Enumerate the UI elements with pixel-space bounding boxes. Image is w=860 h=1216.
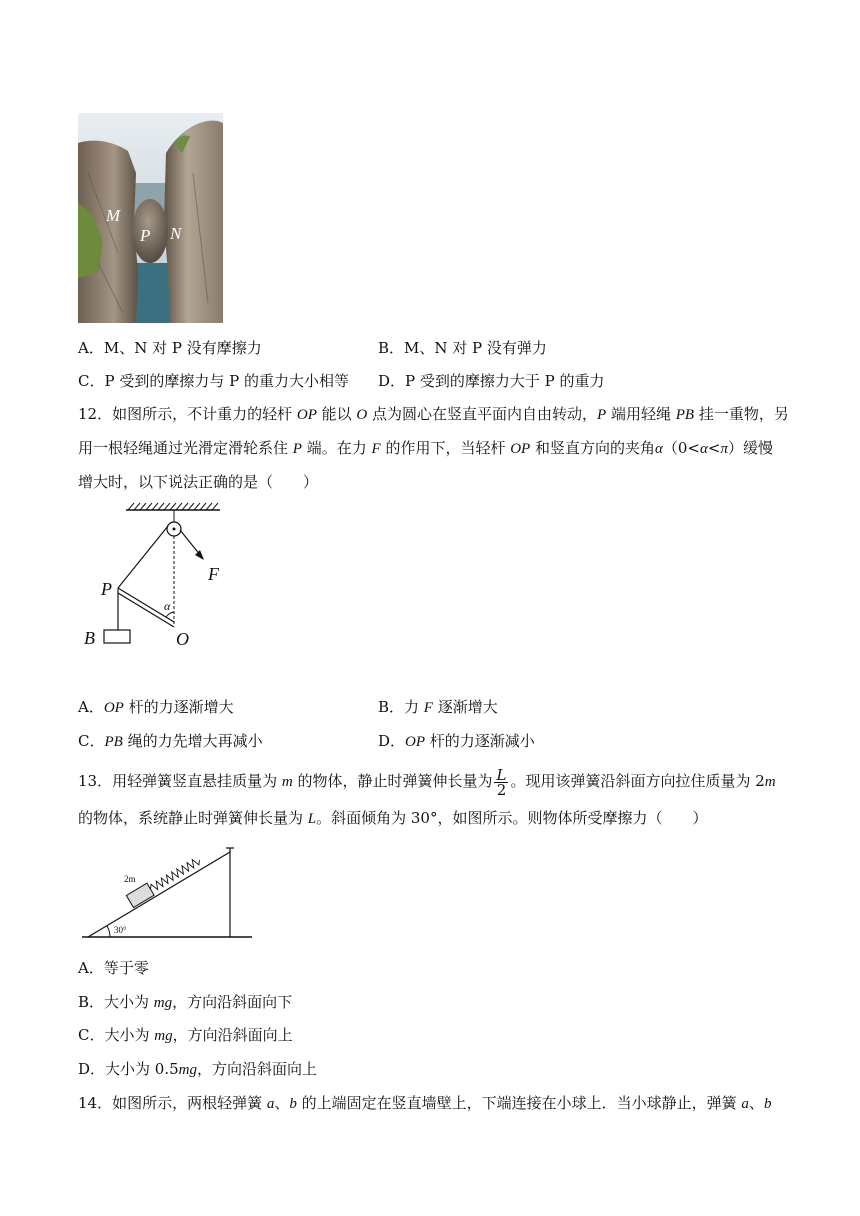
label-n: N — [170, 224, 182, 243]
q12-stem-line-2: 用一根轻绳通过光滑定滑轮系住 P 端。在力 F 的作用下，当轻杆 OP 和竖直方向的夹角α（0<α<π）缓慢 — [78, 439, 773, 457]
q11-option-d[interactable]: D．P 受到的摩擦力大于 P 的重力 — [378, 372, 605, 390]
q13-figure — [80, 840, 255, 945]
q13-option-c[interactable]: C．大小为 mg，方向沿斜面向上 — [78, 1026, 293, 1044]
fig13-label-mass: 2m — [124, 874, 136, 884]
q12-option-b[interactable]: B．力 F 逐渐增大 — [378, 698, 498, 716]
q11-option-b[interactable]: B．M、N 对 P 没有弹力 — [378, 339, 547, 357]
kjeragbolten-photo — [78, 113, 223, 323]
fig12-label-o: O — [176, 629, 189, 649]
q13-stem-line-1: 13．用轻弹簧竖直悬挂质量为 m 的物体，静止时弹簧伸长量为 $\frac{L}{2}$ 。现用该弹簧沿斜面方向拉住质量为 2m — [78, 765, 776, 799]
label-p: P — [140, 226, 151, 245]
q12-stem-line-1: 12．如图所示，不计重力的轻杆 OP 能以 O 点为圆心在竖直平面内自由转动，P 端用轻绳 PB 挂一重物，另 — [78, 405, 789, 423]
q13-option-b[interactable]: B．大小为 mg，方向沿斜面向下 — [78, 993, 293, 1011]
q11-option-c[interactable]: C．P 受到的摩擦力与 P 的重力大小相等 — [78, 372, 349, 390]
q12-option-d[interactable]: D．OP 杆的力逐渐减小 — [378, 732, 535, 750]
q14-stem-line-1: 14．如图所示，两根轻弹簧 a、b 的上端固定在竖直墙壁上，下端连接在小球上．当小球静止，弹簧 a、b — [78, 1094, 772, 1112]
weight-b — [104, 630, 130, 643]
block-2m — [126, 883, 154, 907]
fig12-label-p: P — [101, 579, 112, 599]
q12-option-a[interactable]: A．OP 杆的力逐渐增大 — [78, 698, 234, 716]
q13-option-a[interactable]: A．等于零 — [78, 959, 149, 977]
spring — [148, 856, 201, 892]
q13-stem-line-2: 的物体，系统静止时弹簧伸长量为 L。斜面倾角为 30°，如图所示。则物体所受摩擦力（ ） — [78, 809, 708, 827]
rock-photo — [78, 113, 223, 323]
fig12-label-f: F — [208, 564, 219, 584]
q12-option-c[interactable]: C．PB 绳的力先增大再减小 — [78, 732, 263, 750]
incline-surface — [88, 852, 230, 937]
force-arrow — [180, 530, 201, 556]
q11-option-a[interactable]: A．M、N 对 P 没有摩擦力 — [78, 339, 262, 357]
label-m: M — [106, 206, 121, 225]
q12-figure — [78, 500, 238, 655]
rope-to-pulley — [118, 526, 168, 588]
fig12-label-alpha: α — [164, 599, 171, 613]
ceiling-hatch — [128, 503, 218, 510]
fig12-label-b: B — [84, 628, 95, 648]
fraction-l-over-2: $\frac{L}{2}$ — [496, 765, 507, 799]
q13-option-d[interactable]: D．大小为 0.5mg，方向沿斜面向上 — [78, 1060, 318, 1078]
fig13-label-angle: 30° — [114, 925, 127, 935]
q12-stem-line-3: 增大时，以下说法正确的是（ ） — [78, 473, 319, 491]
